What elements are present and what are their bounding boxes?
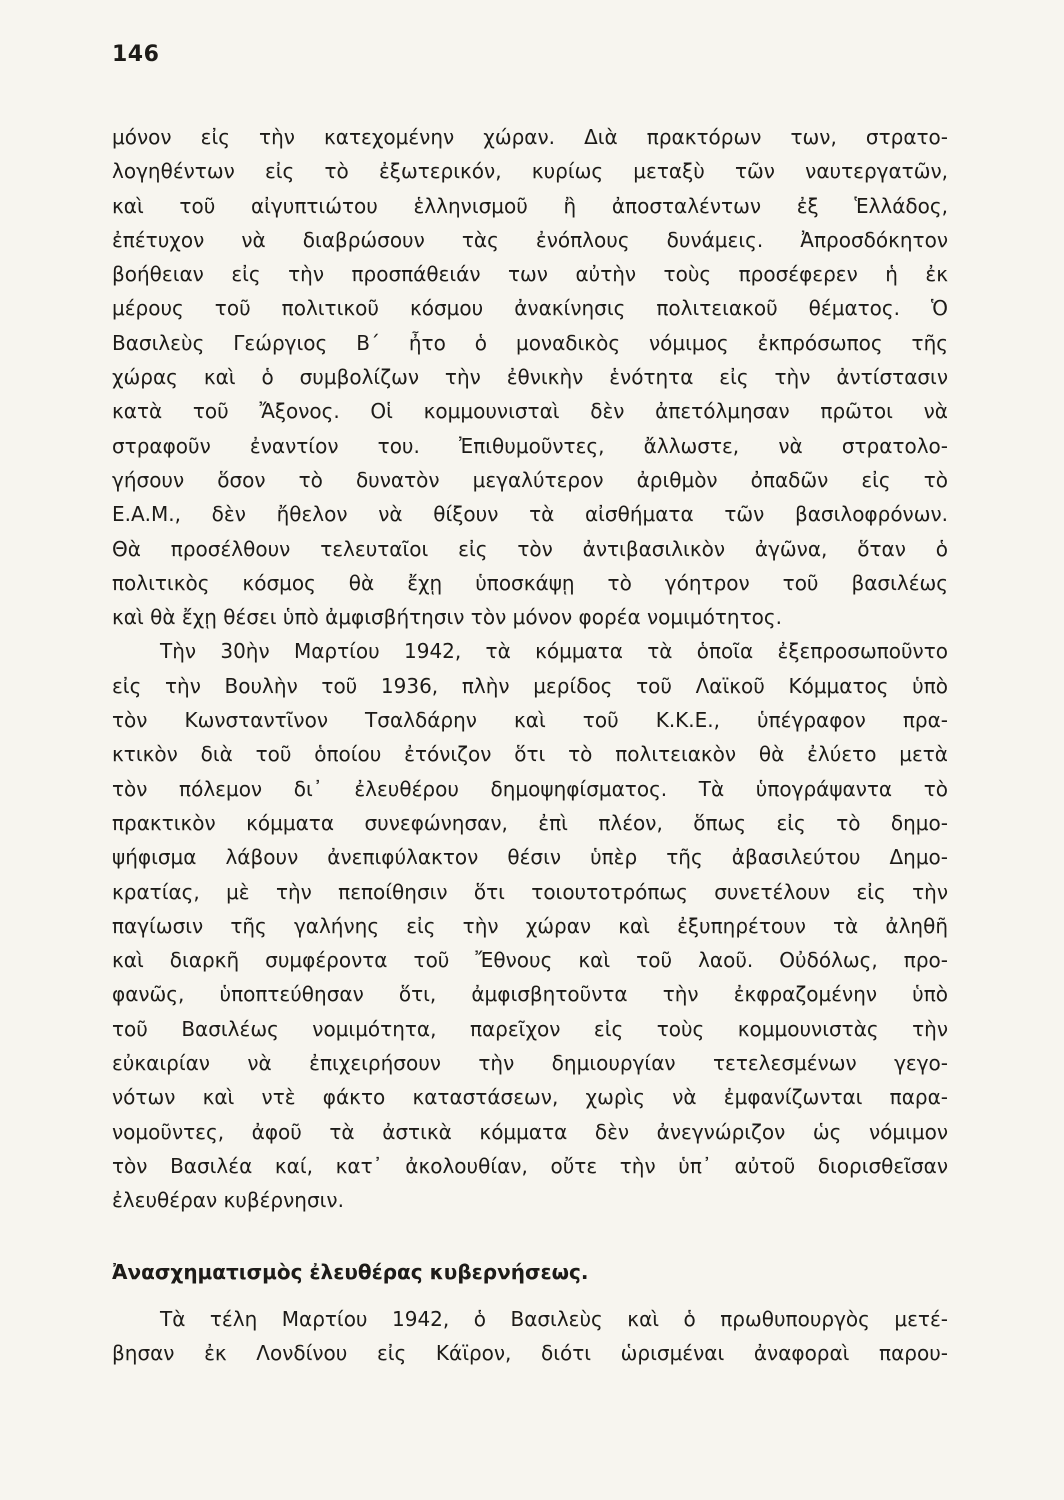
- text-line: κατὰ τοῦ Ἄξονος. Οἱ κομμουνισταὶ δὲν ἀπετόλμησαν πρῶτοι νὰ: [112, 399, 948, 424]
- text-line: κρατίας, μὲ τὴν πεποίθησιν ὅτι τοιουτοτρόπως συνετέλουν εἰς τὴν: [112, 879, 948, 904]
- text-line: νότων καὶ ντὲ φάκτο καταστάσεων, χωρὶς νὰ ἐμφανίζωνται παρα-: [112, 1085, 948, 1110]
- text-line: φανῶς, ὑποπτεύθησαν ὅτι, ἀμφισβητοῦντα τὴν ἐκφραζομένην ὑπὸ: [112, 982, 948, 1007]
- text-line: στραφοῦν ἐναντίον του. Ἐπιθυμοῦντες, ἄλλωστε, νὰ στρατολο-: [112, 433, 948, 458]
- text-line: κτικὸν διὰ τοῦ ὁποίου ἐτόνιζον ὅτι τὸ πολιτειακὸν θὰ ἐλύετο μετὰ: [112, 742, 948, 767]
- text-line: εὐκαιρίαν νὰ ἐπιχειρήσουν τὴν δημιουργίαν τετελεσμένων γεγο-: [112, 1051, 948, 1076]
- text-line: μέρους τοῦ πολιτικοῦ κόσμου ἀνακίνησις πολιτειακοῦ θέματος. Ὁ: [112, 296, 948, 321]
- text-line: πολιτικὸς κόσμος θὰ ἔχῃ ὑποσκάψῃ τὸ γόητρον τοῦ βασιλέως: [112, 570, 948, 595]
- paragraph-2: [112, 634, 948, 1217]
- page-number: 146: [112, 42, 160, 67]
- text-line: τὸν Βασιλέα καί, κατ᾽ ἀκολουθίαν, οὔτε τὴν ὑπ᾽ αὐτοῦ διορισθεῖσαν: [112, 1153, 948, 1178]
- text-line: βοήθειαν εἰς τὴν προσπάθειάν των αὐτὴν τοὺς προσέφερεν ἡ ἐκ: [112, 262, 948, 287]
- text-line: νομοῦντες, ἀφοῦ τὰ ἀστικὰ κόμματα δὲν ἀνεγνώριζον ὡς νόμιμον: [112, 1119, 948, 1144]
- text-line: Τὰ τέλη Μαρτίου 1942, ὁ Βασιλεὺς καὶ ὁ πρωθυπουργὸς μετέ-: [160, 1306, 948, 1331]
- text-line: Βασιλεὺς Γεώργιος Β΄ ἦτο ὁ μοναδικὸς νόμιμος ἐκπρόσωπος τῆς: [112, 330, 948, 355]
- page-body: [112, 120, 948, 1370]
- text-line: λογηθέντων εἰς τὸ ἐξωτερικόν, κυρίως μεταξὺ τῶν ναυτεργατῶν,: [112, 159, 948, 184]
- section-heading: Ἀνασχηματισμὸς ἐλευθέρας κυβερνήσεως.: [112, 1259, 589, 1284]
- text-line: βησαν ἐκ Λονδίνου εἰς Κάϊρον, διότι ὡρισμέναι ἀναφοραὶ παρου-: [112, 1340, 948, 1365]
- text-line: Θὰ προσέλθουν τελευταῖοι εἰς τὸν ἀντιβασιλικὸν ἀγῶνα, ὅταν ὁ: [112, 536, 948, 561]
- text-line: καὶ τοῦ αἰγυπτιώτου ἑλληνισμοῦ ἢ ἀποσταλέντων ἐξ Ἑλλάδος,: [112, 193, 948, 218]
- text-line: ψήφισμα λάβουν ἀνεπιφύλακτον θέσιν ὑπὲρ τῆς ἀβασιλεύτου Δημο-: [112, 845, 948, 870]
- text-line: καὶ θὰ ἔχῃ θέσει ὑπὸ ἀμφισβήτησιν τὸν μόνον φορέα νομιμότητος.: [112, 605, 782, 630]
- text-line: τοῦ Βασιλέως νομιμότητα, παρεῖχον εἰς τοὺς κομμουνιστὰς τὴν: [112, 1016, 948, 1041]
- text-line: Τὴν 30ὴν Μαρτίου 1942, τὰ κόμματα τὰ ὁποῖα ἐξεπροσωποῦντο: [160, 639, 948, 664]
- text-line: πρακτικὸν κόμματα συνεφώνησαν, ἐπὶ πλέον, ὅπως εἰς τὸ δημο-: [112, 810, 948, 835]
- text-line: τὸν πόλεμον δι᾽ ἐλευθέρου δημοψηφίσματος. Τὰ ὑπογράψαντα τὸ: [112, 776, 948, 801]
- text-line: ἐλευθέραν κυβέρνησιν.: [112, 1188, 344, 1213]
- text-line: εἰς τὴν Βουλὴν τοῦ 1936, πλὴν μερίδος τοῦ Λαϊκοῦ Κόμματος ὑπὸ: [112, 673, 948, 698]
- text-line: ἐπέτυχον νὰ διαβρώσουν τὰς ἐνόπλους δυνάμεις. Ἀπροσδόκητον: [112, 227, 948, 252]
- text-line: τὸν Κωνσταντῖνον Τσαλδάρην καὶ τοῦ Κ.Κ.Ε., ὑπέγραφον πρα-: [112, 708, 948, 733]
- text-line: γήσουν ὅσον τὸ δυνατὸν μεγαλύτερον ἀριθμὸν ὀπαδῶν εἰς τὸ: [112, 467, 948, 492]
- text-line: καὶ διαρκῆ συμφέροντα τοῦ Ἔθνους καὶ τοῦ λαοῦ. Οὐδόλως, προ-: [112, 948, 948, 973]
- text-line: μόνον εἰς τὴν κατεχομένην χώραν. Διὰ πρακτόρων των, στρατο-: [112, 125, 948, 149]
- text-line: παγίωσιν τῆς γαλήνης εἰς τὴν χώραν καὶ ἐξυπηρέτουν τὰ ἀληθῆ: [112, 913, 948, 938]
- text-line: Ε.Α.Μ., δὲν ἤθελον νὰ θίξουν τὰ αἰσθήματα τῶν βασιλοφρόνων.: [112, 502, 948, 527]
- paragraph-1: [112, 120, 948, 634]
- text-line: χώρας καὶ ὁ συμβολίζων τὴν ἐθνικὴν ἑνότητα εἰς τὴν ἀντίστασιν: [112, 365, 948, 390]
- paragraph-3: [112, 1302, 948, 1371]
